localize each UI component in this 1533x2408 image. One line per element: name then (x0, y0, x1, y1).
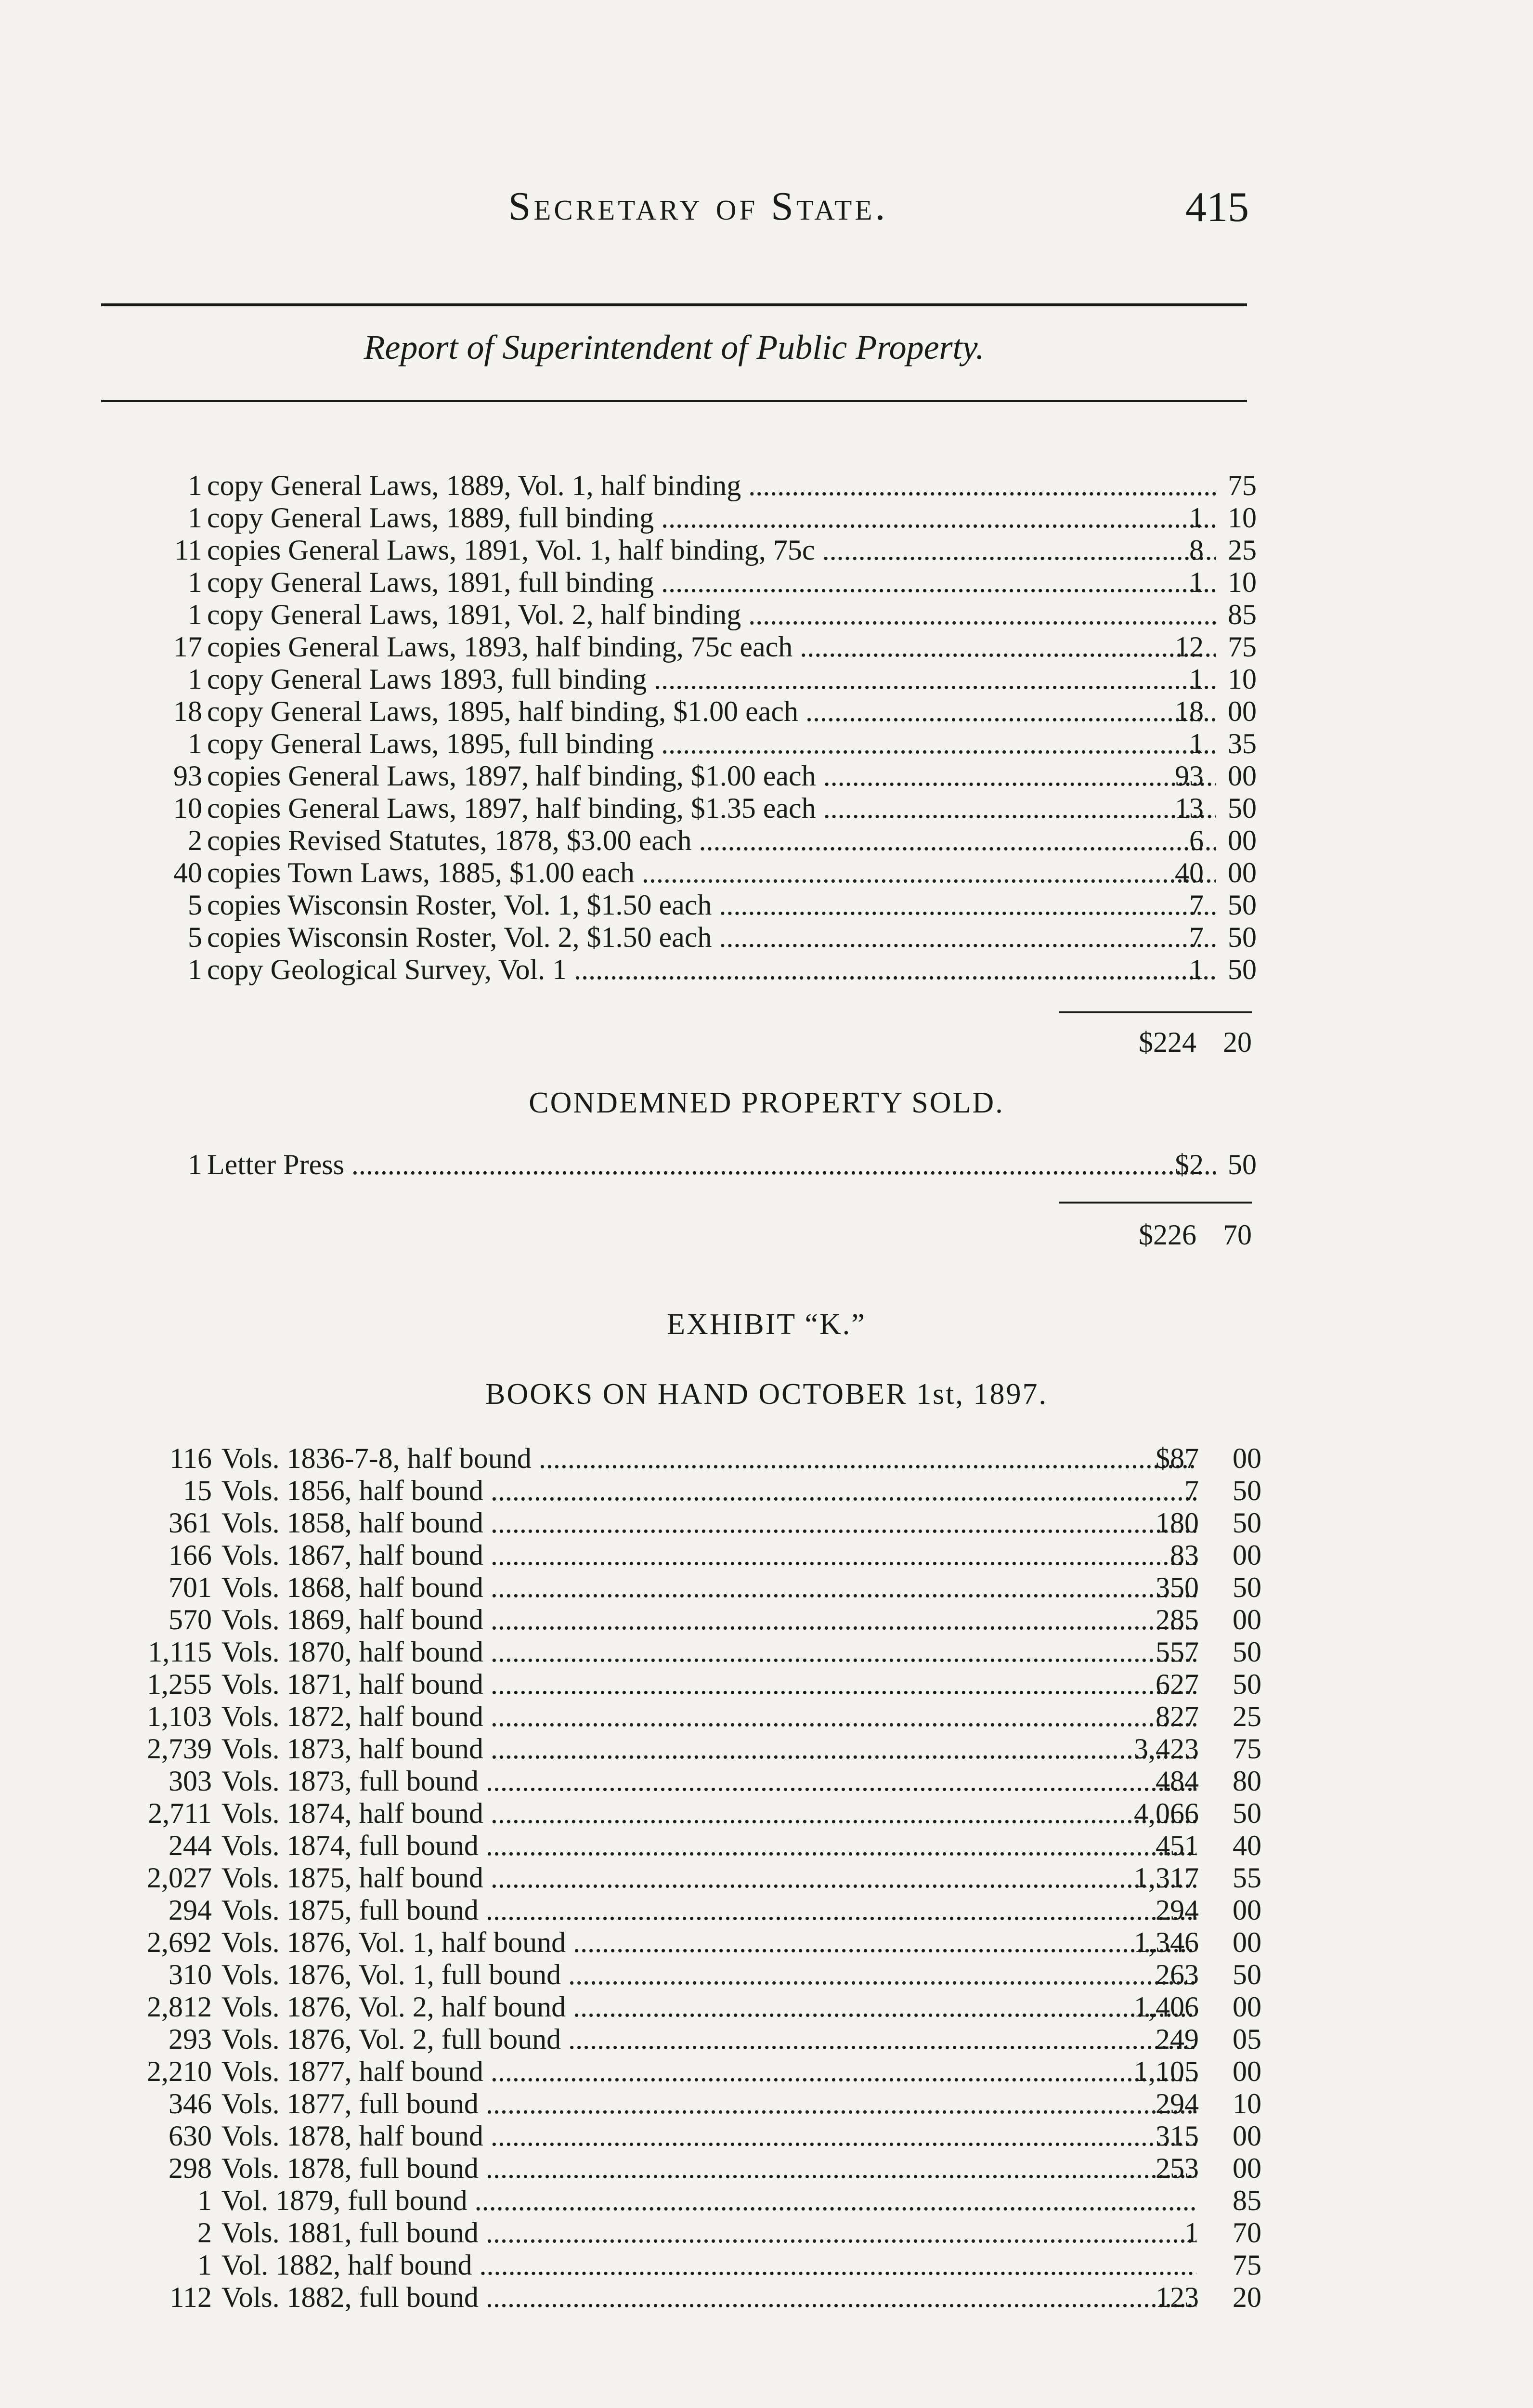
item-qty: 2,711 (148, 1797, 212, 1829)
item-dollars: 285 (1156, 1604, 1199, 1636)
item-description: Vols. 1874, half bound ..... (221, 1797, 1196, 1830)
item-dollars: 1,105 (1134, 2055, 1199, 2087)
item-cents: 10 (1228, 566, 1257, 598)
item-qty: 1 (197, 2249, 212, 2281)
section-title: Report of Superintendent of Public Property. (364, 328, 985, 366)
book-row (140, 1765, 1314, 1797)
item-cents: 00 (1228, 760, 1257, 792)
item-cents: 50 (1228, 921, 1257, 953)
item-description: Vols. 1867, half bound ..... (221, 1539, 1196, 1571)
book-row (140, 2088, 1314, 2120)
item-cents: 50 (1228, 954, 1257, 985)
item-cents: 25 (1228, 534, 1257, 566)
item-description: Vols. 1873, half bound ..... (221, 1733, 1196, 1765)
book-row (140, 1991, 1314, 2023)
item-dollars: 249 (1156, 2023, 1199, 2055)
book-row (140, 2055, 1314, 2088)
sales-row (159, 470, 1257, 502)
header-rule-bottom (101, 400, 1247, 402)
item-dollars: 18 (1175, 695, 1204, 727)
item-description: copies General Laws, 1891, Vol. 1, half binding, 75c ..... (207, 534, 1216, 566)
item-description: copies General Laws, 1897, half binding, $1.35 each ..... (207, 792, 1216, 824)
item-cents: 10 (1233, 2088, 1261, 2120)
item-description: Vols. 1882, full bound ..... (221, 2281, 1196, 2314)
book-row (140, 1733, 1314, 1765)
item-qty: 40 (173, 857, 202, 889)
sales-row (159, 566, 1257, 599)
item-description: copies Revised Statutes, 1878, $3.00 each ..... (207, 824, 1216, 857)
item-dollars: 1 (1189, 663, 1204, 695)
item-qty: 11 (174, 534, 202, 566)
item-dollars: 4,066 (1134, 1797, 1199, 1829)
item-description: Vol. 1879, full bound ..... (221, 2185, 1196, 2217)
item-qty: 1 (197, 2185, 212, 2216)
item-cents: 75 (1233, 2249, 1261, 2281)
item-qty: 570 (169, 1604, 212, 1636)
item-dollars: $87 (1156, 1442, 1199, 1474)
item-description: Vols. 1856, half bound ..... (221, 1475, 1196, 1507)
book-row (140, 1701, 1314, 1733)
item-description: Vols. 1878, full bound ..... (221, 2152, 1196, 2185)
item-cents: 40 (1233, 1830, 1261, 1861)
item-dollars: 7 (1189, 921, 1204, 953)
item-qty: 303 (169, 1765, 212, 1797)
sales-row (159, 695, 1257, 728)
item-dollars: 451 (1156, 1830, 1199, 1861)
item-qty: 1,115 (148, 1636, 212, 1668)
item-qty: 1 (188, 954, 202, 985)
item-dollars: 8 (1189, 534, 1204, 566)
item-dollars: 83 (1170, 1539, 1199, 1571)
item-cents: 75 (1228, 631, 1257, 663)
item-cents: 85 (1233, 2185, 1261, 2216)
book-row (140, 1507, 1314, 1539)
item-cents: 35 (1228, 728, 1257, 759)
page-header (0, 183, 1533, 241)
item-dollars: 40 (1175, 857, 1204, 889)
item-description: Vols. 1872, half bound ..... (221, 1701, 1196, 1733)
book-row (140, 1604, 1314, 1636)
item-qty: 166 (169, 1539, 212, 1571)
item-dollars: 12 (1175, 631, 1204, 663)
item-dollars: 627 (1156, 1668, 1199, 1700)
item-description: copy General Laws, 1895, half binding, $1.00 each ..... (207, 695, 1216, 728)
book-row (140, 2185, 1314, 2217)
item-dollars: 1 (1184, 2217, 1199, 2249)
item-dollars: 484 (1156, 1765, 1199, 1797)
item-description: Vols. 1877, full bound ..... (221, 2088, 1196, 2120)
item-cents: 00 (1233, 1926, 1261, 1958)
item-description: Vols. 1858, half bound ..... (221, 1507, 1196, 1539)
item-cents: 50 (1233, 1507, 1261, 1539)
item-dollars: 1,317 (1134, 1862, 1199, 1894)
item-qty: 10 (173, 792, 202, 824)
item-cents: 50 (1233, 1571, 1261, 1603)
item-cents: 50 (1228, 1149, 1257, 1180)
book-row (140, 2217, 1314, 2249)
item-cents: 25 (1233, 1701, 1261, 1732)
item-description: Vols. 1875, full bound ..... (221, 1894, 1196, 1926)
item-qty: 17 (173, 631, 202, 663)
item-qty: 1,103 (147, 1701, 212, 1732)
item-qty: 310 (169, 1959, 212, 1990)
item-dollars: 6 (1189, 824, 1204, 856)
books-list (140, 1442, 1314, 2314)
item-cents: 20 (1233, 2281, 1261, 2313)
item-qty: 1 (188, 728, 202, 759)
item-description: copies Town Laws, 1885, $1.00 each ..... (207, 857, 1216, 889)
item-description: Vols. 1874, full bound ..... (221, 1830, 1196, 1862)
sales-row (159, 857, 1257, 889)
item-qty: 1,255 (147, 1668, 212, 1700)
item-qty: 298 (169, 2152, 212, 2184)
sales-row (159, 954, 1257, 986)
item-cents: 00 (1233, 1442, 1261, 1474)
item-qty: 701 (169, 1571, 212, 1603)
item-cents: 85 (1228, 599, 1257, 630)
item-cents: 00 (1228, 857, 1257, 889)
item-qty: 5 (188, 889, 202, 921)
item-description: copy General Laws 1893, full binding ..... (207, 663, 1216, 695)
grand-sum-rule (1059, 1202, 1252, 1204)
item-qty: 2 (197, 2217, 212, 2249)
item-cents: 10 (1228, 663, 1257, 695)
item-dollars: 253 (1156, 2152, 1199, 2184)
sales-total-dollars: $224 (1139, 1026, 1196, 1058)
item-cents: 75 (1233, 1733, 1261, 1765)
item-dollars: $2 (1175, 1149, 1204, 1180)
page-number: 415 (1185, 184, 1249, 231)
item-dollars: 123 (1156, 2281, 1199, 2313)
item-cents: 00 (1228, 824, 1257, 856)
item-cents: 80 (1233, 1765, 1261, 1797)
item-description: copies Wisconsin Roster, Vol. 1, $1.50 each ..... (207, 889, 1216, 921)
condemned-list (159, 1149, 1257, 1181)
item-dollars: 350 (1156, 1571, 1199, 1603)
item-qty: 2,027 (147, 1862, 212, 1894)
item-description: copy General Laws, 1895, full binding ..... (207, 728, 1216, 760)
book-row (140, 1926, 1314, 1959)
sales-row (159, 728, 1257, 760)
item-cents: 50 (1233, 1668, 1261, 1700)
item-qty: 2 (188, 824, 202, 856)
item-qty: 1 (188, 566, 202, 598)
sales-total-cents: 20 (1223, 1026, 1252, 1058)
item-qty: 116 (169, 1442, 212, 1474)
item-description: Vols. 1881, full bound ..... (221, 2217, 1196, 2249)
book-row (140, 1475, 1314, 1507)
item-qty: 112 (169, 2281, 212, 2313)
grand-total-dollars: $226 (1139, 1219, 1196, 1251)
item-qty: 1 (188, 470, 202, 501)
item-qty: 346 (169, 2088, 212, 2120)
item-description: Vols. 1870, half bound ..... (221, 1636, 1196, 1668)
item-qty: 1 (188, 663, 202, 695)
item-qty: 18 (173, 695, 202, 727)
item-qty: 1 (188, 1149, 202, 1180)
item-dollars: 3,423 (1134, 1733, 1199, 1765)
item-dollars: 1 (1189, 954, 1204, 985)
book-row (140, 1539, 1314, 1571)
item-dollars: 1,406 (1134, 1991, 1199, 2023)
item-description: copies General Laws, 1897, half binding, $1.00 each ..... (207, 760, 1216, 792)
sales-row (159, 824, 1257, 857)
item-qty: 15 (183, 1475, 212, 1506)
item-dollars: 294 (1156, 2088, 1199, 2120)
item-qty: 5 (188, 921, 202, 953)
item-dollars: 13 (1175, 792, 1204, 824)
item-cents: 00 (1233, 2152, 1261, 2184)
item-qty: 244 (169, 1830, 212, 1861)
item-dollars: 1 (1189, 728, 1204, 759)
sales-row (159, 921, 1257, 954)
item-description: Vols. 1871, half bound ..... (221, 1668, 1196, 1701)
book-row (140, 1862, 1314, 1894)
item-qty: 1 (188, 599, 202, 630)
sales-row (159, 760, 1257, 792)
book-row (140, 2023, 1314, 2055)
book-row (140, 1636, 1314, 1668)
item-cents: 50 (1233, 1475, 1261, 1506)
item-qty: 2,692 (147, 1926, 212, 1958)
running-title: Secretary of State. (508, 184, 888, 229)
item-dollars: 294 (1156, 1894, 1199, 1926)
book-row (140, 2152, 1314, 2185)
item-dollars: 93 (1175, 760, 1204, 792)
item-description: Vols. 1873, full bound ..... (221, 1765, 1196, 1797)
sales-total (1139, 1026, 1252, 1059)
sales-row (159, 792, 1257, 824)
item-dollars: 7 (1189, 889, 1204, 921)
item-description: Vols. 1876, Vol. 1, half bound ..... (221, 1926, 1196, 1959)
item-description: copy General Laws, 1891, Vol. 2, half binding ..... (207, 599, 1216, 631)
item-cents: 00 (1233, 1539, 1261, 1571)
item-qty: 2,210 (147, 2055, 212, 2087)
book-row (140, 2281, 1314, 2314)
item-description: Vols. 1876, Vol. 2, half bound ..... (221, 1991, 1196, 2023)
item-description: Vols. 1877, half bound ..... (221, 2055, 1196, 2088)
item-cents: 00 (1228, 695, 1257, 727)
item-description: Vols. 1868, half bound ..... (221, 1571, 1196, 1604)
item-description: Vols. 1876, Vol. 1, full bound ..... (221, 1959, 1196, 1991)
item-cents: 00 (1233, 1604, 1261, 1636)
sales-list (159, 470, 1257, 986)
book-row (140, 2120, 1314, 2152)
item-description: Letter Press ..... (207, 1149, 1216, 1181)
sales-row (159, 599, 1257, 631)
grand-total-cents: 70 (1223, 1219, 1252, 1251)
condemned-item (159, 1149, 1257, 1181)
sales-row (159, 663, 1257, 695)
item-cents: 50 (1233, 1959, 1261, 1990)
item-cents: 50 (1228, 889, 1257, 921)
item-dollars: 557 (1156, 1636, 1199, 1668)
item-qty: 93 (173, 760, 202, 792)
item-cents: 50 (1228, 792, 1257, 824)
item-cents: 50 (1233, 1797, 1261, 1829)
item-dollars: 1,346 (1134, 1926, 1199, 1958)
item-description: Vol. 1882, half bound ..... (221, 2249, 1196, 2281)
item-qty: 2,739 (147, 1733, 212, 1765)
book-row (140, 1797, 1314, 1830)
book-row (140, 1668, 1314, 1701)
item-cents: 70 (1233, 2217, 1261, 2249)
item-qty: 630 (169, 2120, 212, 2152)
item-cents: 00 (1233, 2120, 1261, 2152)
sales-row (159, 889, 1257, 921)
book-row (140, 1959, 1314, 1991)
item-dollars: 315 (1156, 2120, 1199, 2152)
item-description: copies Wisconsin Roster, Vol. 2, $1.50 each ..... (207, 921, 1216, 954)
grand-total (1139, 1218, 1252, 1252)
book-row (140, 2249, 1314, 2281)
sales-row (159, 502, 1257, 534)
item-cents: 05 (1233, 2023, 1261, 2055)
exhibit-subheading: BOOKS ON HAND OCTOBER 1st, 1897. (485, 1378, 1048, 1411)
sales-row (159, 534, 1257, 566)
item-description: copy General Laws, 1891, full binding ..... (207, 566, 1216, 599)
item-cents: 00 (1233, 1894, 1261, 1926)
item-dollars: 1 (1189, 566, 1204, 598)
book-row (140, 1894, 1314, 1926)
item-description: copy General Laws, 1889, full binding ..... (207, 502, 1216, 534)
item-cents: 75 (1228, 470, 1257, 501)
header-rule-top (101, 303, 1247, 306)
item-qty: 293 (169, 2023, 212, 2055)
item-dollars: 180 (1156, 1507, 1199, 1539)
item-qty: 361 (169, 1507, 212, 1539)
sales-row (159, 631, 1257, 663)
item-cents: 55 (1233, 1862, 1261, 1894)
item-cents: 50 (1233, 1636, 1261, 1668)
item-description: Vols. 1878, half bound ..... (221, 2120, 1196, 2152)
item-qty: 2,812 (147, 1991, 212, 2023)
item-dollars: 7 (1184, 1475, 1199, 1506)
item-description: Vols. 1876, Vol. 2, full bound ..... (221, 2023, 1196, 2055)
item-dollars: 1 (1189, 502, 1204, 534)
item-cents: 10 (1228, 502, 1257, 534)
item-qty: 294 (169, 1894, 212, 1926)
item-cents: 00 (1233, 1991, 1261, 2023)
item-qty: 1 (188, 502, 202, 534)
item-description: Vols. 1836-7-8, half bound ..... (221, 1442, 1196, 1475)
exhibit-heading: EXHIBIT “K.” (667, 1308, 866, 1341)
item-dollars: 263 (1156, 1959, 1199, 1990)
item-description: Vols. 1875, half bound ..... (221, 1862, 1196, 1894)
item-description: copy General Laws, 1889, Vol. 1, half binding ..... (207, 470, 1216, 502)
item-description: copies General Laws, 1893, half binding, 75c each ..... (207, 631, 1216, 663)
item-dollars: 827 (1156, 1701, 1199, 1732)
book-row (140, 1830, 1314, 1862)
book-row (140, 1442, 1314, 1475)
condemned-heading: CONDEMNED PROPERTY SOLD. (529, 1086, 1004, 1119)
item-cents: 00 (1233, 2055, 1261, 2087)
sales-sum-rule (1059, 1011, 1252, 1013)
book-row (140, 1571, 1314, 1604)
item-description: copy Geological Survey, Vol. 1 ..... (207, 954, 1216, 986)
item-description: Vols. 1869, half bound ..... (221, 1604, 1196, 1636)
